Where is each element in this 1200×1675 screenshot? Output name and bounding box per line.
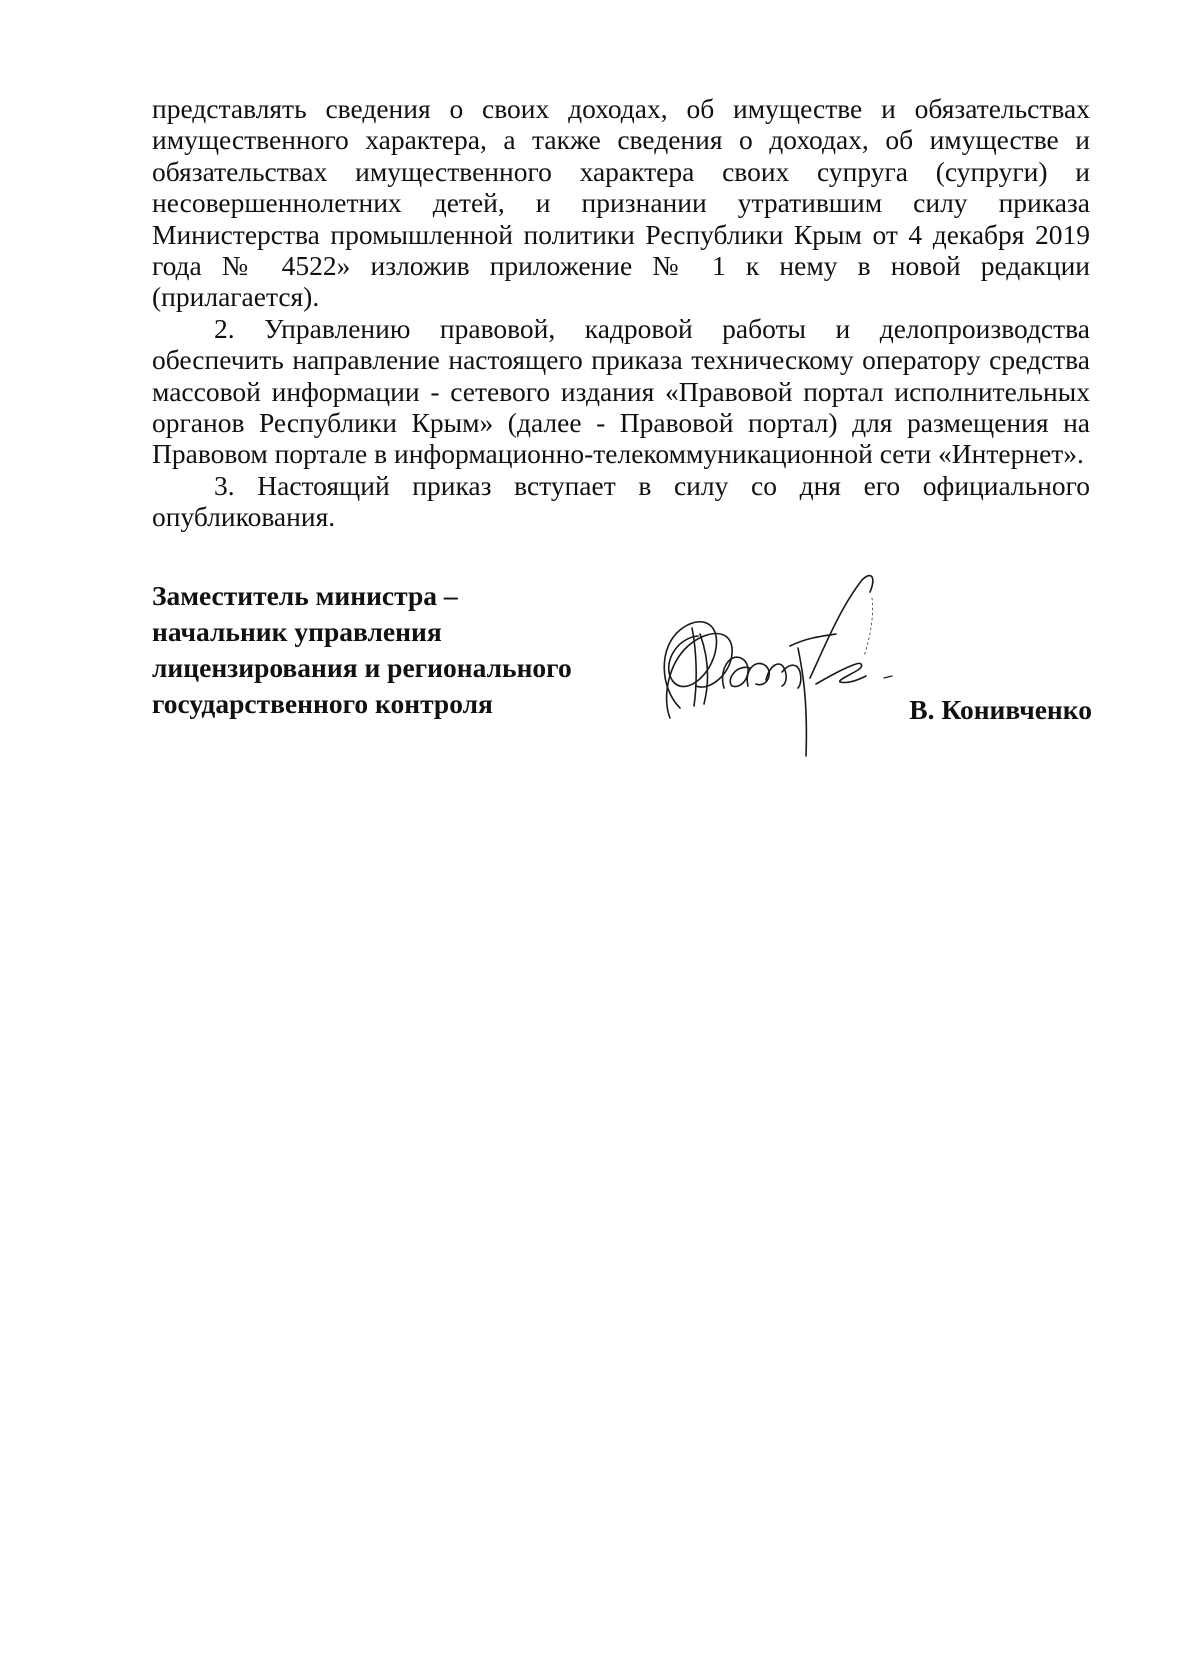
paragraph-item-3: 3. Настоящий приказ вступает в силу со дня его официального опубликования.	[152, 469, 1090, 533]
paragraph-item-2: 2. Управлению правовой, кадровой работы и делопроизводства обеспечить направление настоящего приказа техническому оператору средства массовой информации - сетевого издания «Правовой портал исполнительных органов Республики Крым» (далее - Правовой портал) для размещения на Правовом портале в информационно-телекоммуникационной сети «Интернет».	[152, 312, 1090, 470]
document-body	[152, 93, 1090, 533]
signer-title-line: начальник управления	[152, 616, 442, 647]
signer-title-line: государственного контроля	[152, 688, 493, 719]
signer-title-line: лицензирования и регионального	[152, 652, 572, 683]
handwritten-signature	[640, 568, 900, 758]
signer-title-line: Заместитель министра –	[152, 580, 458, 611]
signer-title	[152, 578, 572, 722]
paragraph-continuation: представлять сведения о своих доходах, об имуществе и обязательствах имущественного характера, а также сведения о доходах, об имуществе и обязательствах имущественного характера своих супруга (супруги) и несовершеннолетних детей, и признании утратившим силу приказа Министерства промышленной политики Республики Крым от 4 декабря 2019 года № 4522» изложив приложение № 1 к нему в новой редакции (прилагается).	[152, 93, 1090, 313]
signature-block	[152, 578, 1092, 778]
signer-name: В. Конивченко	[909, 694, 1092, 725]
